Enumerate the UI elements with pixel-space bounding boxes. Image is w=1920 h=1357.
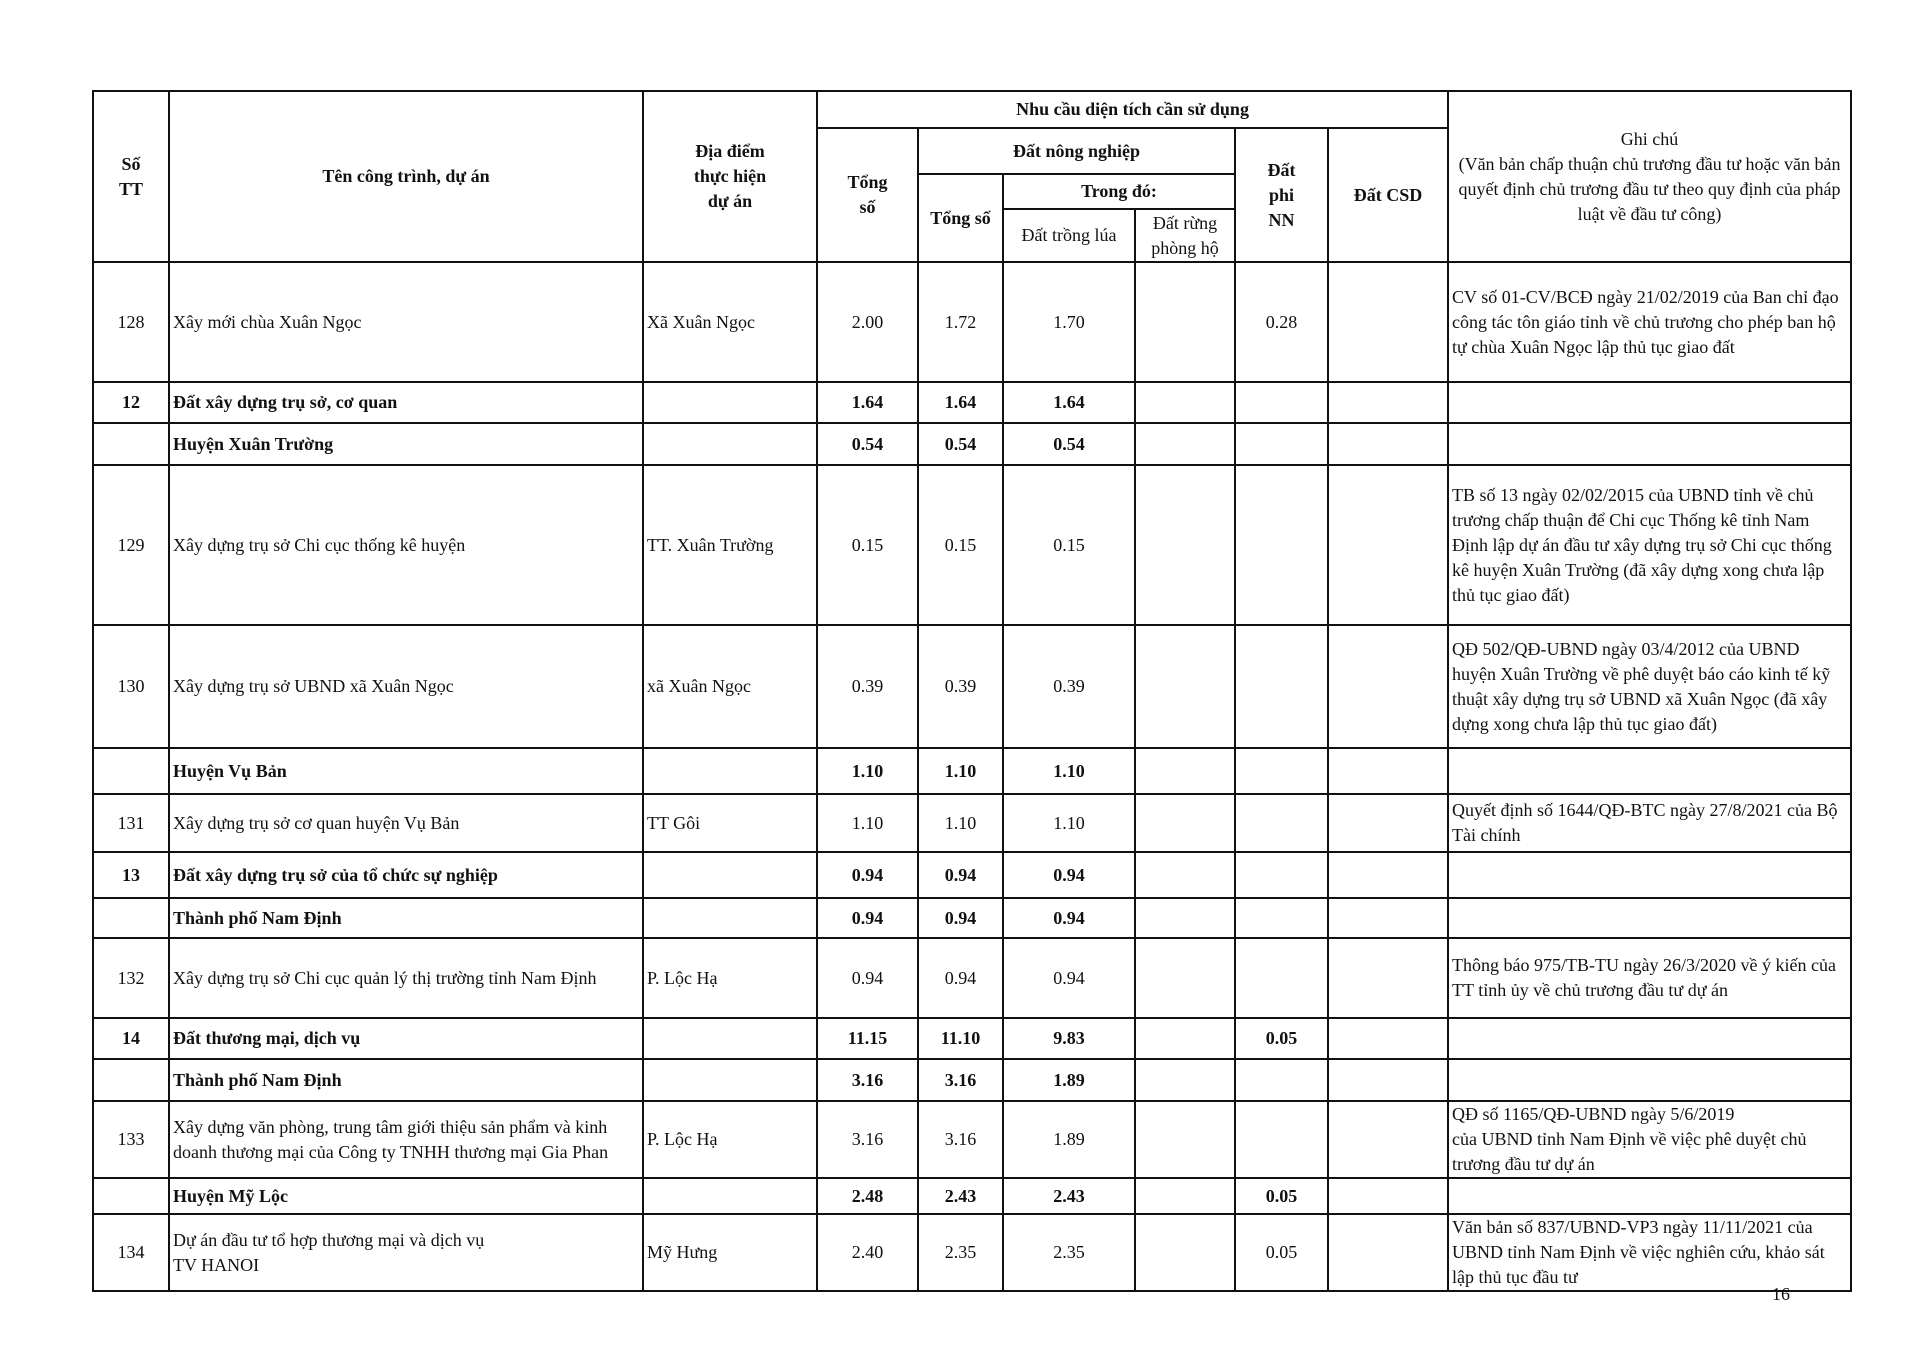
page-number: 16	[1772, 1284, 1790, 1304]
table-row	[93, 938, 1851, 1018]
cell-total: 3.16	[817, 1101, 918, 1178]
cell-unused	[1328, 1018, 1448, 1059]
header-total: Tổng số	[817, 128, 918, 262]
table-row	[93, 465, 1851, 625]
cell-note	[1448, 423, 1851, 465]
cell-name: Xây dựng trụ sở Chi cục quản lý thị trường tỉnh Nam Định	[169, 938, 643, 1018]
cell-note	[1448, 898, 1851, 938]
cell-stt	[93, 1059, 169, 1101]
cell-unused	[1328, 262, 1448, 382]
cell-note: TB số 13 ngày 02/02/2015 của UBND tỉnh về chủ trương chấp thuận để Chi cục Thống kê tỉnh Nam Định lập dự án đầu tư xây dựng trụ sở Chi cục thống kê huyện Xuân Trường (đã xây dựng xong chưa lập thủ tục giao đất)	[1448, 465, 1851, 625]
header-note-subtitle: (Văn bản chấp thuận chủ trương đầu tư hoặc văn bản quyết định chủ trương đầu tư theo quy định của pháp luật về đầu tư công)	[1458, 153, 1841, 224]
cell-total: 0.39	[817, 625, 918, 748]
cell-protection-forest	[1135, 852, 1235, 898]
cell-rice-land: 1.10	[1003, 748, 1135, 794]
cell-non-agri	[1235, 1059, 1328, 1101]
cell-non-agri	[1235, 625, 1328, 748]
cell-non-agri	[1235, 852, 1328, 898]
cell-stt: 134	[93, 1214, 169, 1291]
cell-agri-total: 0.94	[918, 898, 1003, 938]
cell-agri-total: 1.64	[918, 382, 1003, 423]
cell-rice-land: 0.94	[1003, 898, 1135, 938]
cell-location	[643, 898, 817, 938]
cell-note	[1448, 382, 1851, 423]
cell-location	[643, 1178, 817, 1214]
cell-rice-land: 2.43	[1003, 1178, 1135, 1214]
table-row	[93, 794, 1851, 852]
cell-agri-total: 0.15	[918, 465, 1003, 625]
cell-total: 2.48	[817, 1178, 918, 1214]
cell-note	[1448, 748, 1851, 794]
cell-total: 0.94	[817, 938, 918, 1018]
cell-unused	[1328, 748, 1448, 794]
header-agri-total: Tổng số	[918, 174, 1003, 262]
cell-stt	[93, 1178, 169, 1214]
cell-name: Xây mới chùa Xuân Ngọc	[169, 262, 643, 382]
cell-protection-forest	[1135, 938, 1235, 1018]
header-stt: Số TT	[93, 91, 169, 262]
cell-total: 1.10	[817, 748, 918, 794]
cell-name: Thành phố Nam Định	[169, 898, 643, 938]
cell-note: QĐ 502/QĐ-UBND ngày 03/4/2012 của UBND huyện Xuân Trường về phê duyệt báo cáo kinh tế kỹ thuật xây dựng trụ sở UBND xã Xuân Ngọc (đã xây dựng xong chưa lập thủ tục giao đất)	[1448, 625, 1851, 748]
cell-stt: 128	[93, 262, 169, 382]
header-agri-land: Đất nông nghiệp	[918, 128, 1235, 174]
cell-non-agri: 0.05	[1235, 1178, 1328, 1214]
header-rice-land: Đất trồng lúa	[1003, 209, 1135, 262]
cell-stt	[93, 898, 169, 938]
cell-protection-forest	[1135, 794, 1235, 852]
cell-rice-land: 9.83	[1003, 1018, 1135, 1059]
cell-name: Thành phố Nam Định	[169, 1059, 643, 1101]
cell-agri-total: 0.94	[918, 852, 1003, 898]
cell-rice-land: 1.89	[1003, 1101, 1135, 1178]
cell-total: 2.00	[817, 262, 918, 382]
table-header	[93, 91, 1851, 262]
cell-name: Xây dựng trụ sở Chi cục thống kê huyện	[169, 465, 643, 625]
cell-stt: 12	[93, 382, 169, 423]
cell-note: QĐ số 1165/QĐ-UBND ngày 5/6/2019 của UBND tỉnh Nam Định về việc phê duyệt chủ trương đầu tư dự án	[1448, 1101, 1851, 1178]
cell-note	[1448, 1178, 1851, 1214]
cell-protection-forest	[1135, 1018, 1235, 1059]
cell-location	[643, 748, 817, 794]
cell-location: TT Gôi	[643, 794, 817, 852]
cell-total: 1.10	[817, 794, 918, 852]
cell-agri-total: 0.54	[918, 423, 1003, 465]
table-row	[93, 262, 1851, 382]
cell-agri-total: 0.94	[918, 938, 1003, 1018]
cell-stt: 132	[93, 938, 169, 1018]
cell-unused	[1328, 794, 1448, 852]
cell-location: Mỹ Hưng	[643, 1214, 817, 1291]
cell-location: P. Lộc Hạ	[643, 1101, 817, 1178]
cell-stt	[93, 423, 169, 465]
cell-agri-total: 1.10	[918, 748, 1003, 794]
cell-name: Đất xây dựng trụ sở, cơ quan	[169, 382, 643, 423]
header-of-which: Trong đó:	[1003, 174, 1235, 209]
cell-name: Xây dựng trụ sở cơ quan huyện Vụ Bản	[169, 794, 643, 852]
category-row	[93, 852, 1851, 898]
cell-total: 11.15	[817, 1018, 918, 1059]
cell-total: 1.64	[817, 382, 918, 423]
cell-non-agri: 0.28	[1235, 262, 1328, 382]
cell-note	[1448, 852, 1851, 898]
cell-rice-land: 2.35	[1003, 1214, 1135, 1291]
cell-name: Huyện Vụ Bản	[169, 748, 643, 794]
header-location: Địa điểm thực hiện dự án	[643, 91, 817, 262]
cell-non-agri	[1235, 748, 1328, 794]
cell-unused	[1328, 423, 1448, 465]
cell-rice-land: 0.94	[1003, 938, 1135, 1018]
district-row	[93, 423, 1851, 465]
cell-protection-forest	[1135, 1101, 1235, 1178]
cell-name: Xây dựng trụ sở UBND xã Xuân Ngọc	[169, 625, 643, 748]
cell-non-agri	[1235, 898, 1328, 938]
cell-note: Văn bản số 837/UBND-VP3 ngày 11/11/2021 của UBND tỉnh Nam Định về việc nghiên cứu, khảo sát lập thủ tục đầu tư	[1448, 1214, 1851, 1291]
header-protection-forest: Đất rừng phòng hộ	[1135, 209, 1235, 262]
cell-note	[1448, 1018, 1851, 1059]
cell-protection-forest	[1135, 423, 1235, 465]
district-row	[93, 1059, 1851, 1101]
cell-agri-total: 1.72	[918, 262, 1003, 382]
cell-note: Quyết định số 1644/QĐ-BTC ngày 27/8/2021 của Bộ Tài chính	[1448, 794, 1851, 852]
district-row	[93, 748, 1851, 794]
cell-rice-land: 1.64	[1003, 382, 1135, 423]
district-row	[93, 898, 1851, 938]
cell-rice-land: 1.89	[1003, 1059, 1135, 1101]
cell-total: 2.40	[817, 1214, 918, 1291]
cell-stt: 13	[93, 852, 169, 898]
cell-location	[643, 423, 817, 465]
category-row	[93, 382, 1851, 423]
header-note	[1448, 91, 1851, 262]
cell-stt: 131	[93, 794, 169, 852]
cell-total: 0.94	[817, 852, 918, 898]
cell-agri-total: 3.16	[918, 1101, 1003, 1178]
cell-note: CV số 01-CV/BCĐ ngày 21/02/2019 của Ban chỉ đạo công tác tôn giáo tỉnh về chủ trương cho phép ban hộ tự chùa Xuân Ngọc lập thủ tục giao đất	[1448, 262, 1851, 382]
header-unused: Đất CSD	[1328, 128, 1448, 262]
cell-rice-land: 0.94	[1003, 852, 1135, 898]
cell-note	[1448, 1059, 1851, 1101]
cell-non-agri	[1235, 465, 1328, 625]
table-row	[93, 1101, 1851, 1178]
cell-name: Huyện Mỹ Lộc	[169, 1178, 643, 1214]
cell-total: 0.94	[817, 898, 918, 938]
cell-location	[643, 852, 817, 898]
table-row	[93, 1214, 1851, 1291]
cell-stt: 133	[93, 1101, 169, 1178]
cell-unused	[1328, 1059, 1448, 1101]
cell-non-agri	[1235, 423, 1328, 465]
cell-note: Thông báo 975/TB-TU ngày 26/3/2020 về ý kiến của TT tỉnh ủy về chủ trương đầu tư dự án	[1448, 938, 1851, 1018]
cell-location	[643, 1059, 817, 1101]
cell-stt: 130	[93, 625, 169, 748]
cell-name: Đất thương mại, dịch vụ	[169, 1018, 643, 1059]
cell-non-agri: 0.05	[1235, 1214, 1328, 1291]
header-demand: Nhu cầu diện tích cần sử dụng	[817, 91, 1448, 128]
cell-agri-total: 1.10	[918, 794, 1003, 852]
cell-non-agri	[1235, 382, 1328, 423]
cell-stt: 129	[93, 465, 169, 625]
cell-protection-forest	[1135, 898, 1235, 938]
header-note-title: Ghi chú	[1620, 128, 1679, 149]
cell-location: Xã Xuân Ngọc	[643, 262, 817, 382]
cell-protection-forest	[1135, 748, 1235, 794]
cell-agri-total: 11.10	[918, 1018, 1003, 1059]
cell-stt	[93, 748, 169, 794]
cell-name: Huyện Xuân Trường	[169, 423, 643, 465]
cell-name: Dự án đầu tư tổ hợp thương mại và dịch vụ TV HANOI	[169, 1214, 643, 1291]
header-non-agri: Đất phi NN	[1235, 128, 1328, 262]
cell-total: 0.15	[817, 465, 918, 625]
cell-total: 0.54	[817, 423, 918, 465]
cell-non-agri	[1235, 1101, 1328, 1178]
cell-unused	[1328, 852, 1448, 898]
cell-agri-total: 2.35	[918, 1214, 1003, 1291]
cell-rice-land: 1.10	[1003, 794, 1135, 852]
cell-agri-total: 0.39	[918, 625, 1003, 748]
header-name: Tên công trình, dự án	[169, 91, 643, 262]
cell-protection-forest	[1135, 1059, 1235, 1101]
cell-location: TT. Xuân Trường	[643, 465, 817, 625]
table-body	[93, 262, 1851, 1291]
cell-location: xã Xuân Ngọc	[643, 625, 817, 748]
cell-protection-forest	[1135, 465, 1235, 625]
cell-rice-land: 0.54	[1003, 423, 1135, 465]
cell-rice-land: 0.39	[1003, 625, 1135, 748]
cell-protection-forest	[1135, 382, 1235, 423]
cell-unused	[1328, 938, 1448, 1018]
cell-protection-forest	[1135, 625, 1235, 748]
category-row	[93, 1018, 1851, 1059]
district-row	[93, 1178, 1851, 1214]
cell-unused	[1328, 1178, 1448, 1214]
cell-agri-total: 3.16	[918, 1059, 1003, 1101]
cell-agri-total: 2.43	[918, 1178, 1003, 1214]
cell-unused	[1328, 382, 1448, 423]
cell-total: 3.16	[817, 1059, 918, 1101]
cell-non-agri	[1235, 938, 1328, 1018]
cell-non-agri	[1235, 794, 1328, 852]
cell-location: P. Lộc Hạ	[643, 938, 817, 1018]
cell-protection-forest	[1135, 262, 1235, 382]
cell-unused	[1328, 1101, 1448, 1178]
cell-unused	[1328, 1214, 1448, 1291]
cell-rice-land: 0.15	[1003, 465, 1135, 625]
cell-rice-land: 1.70	[1003, 262, 1135, 382]
cell-stt: 14	[93, 1018, 169, 1059]
land-use-table	[92, 90, 1852, 1292]
cell-name: Xây dựng văn phòng, trung tâm giới thiệu sản phẩm và kinh doanh thương mại của Công ty TNHH thương mại Gia Phan	[169, 1101, 643, 1178]
cell-protection-forest	[1135, 1178, 1235, 1214]
cell-unused	[1328, 625, 1448, 748]
cell-name: Đất xây dựng trụ sở của tổ chức sự nghiệp	[169, 852, 643, 898]
table-row	[93, 625, 1851, 748]
cell-unused	[1328, 898, 1448, 938]
cell-location	[643, 382, 817, 423]
cell-non-agri: 0.05	[1235, 1018, 1328, 1059]
cell-protection-forest	[1135, 1214, 1235, 1291]
cell-unused	[1328, 465, 1448, 625]
cell-location	[643, 1018, 817, 1059]
